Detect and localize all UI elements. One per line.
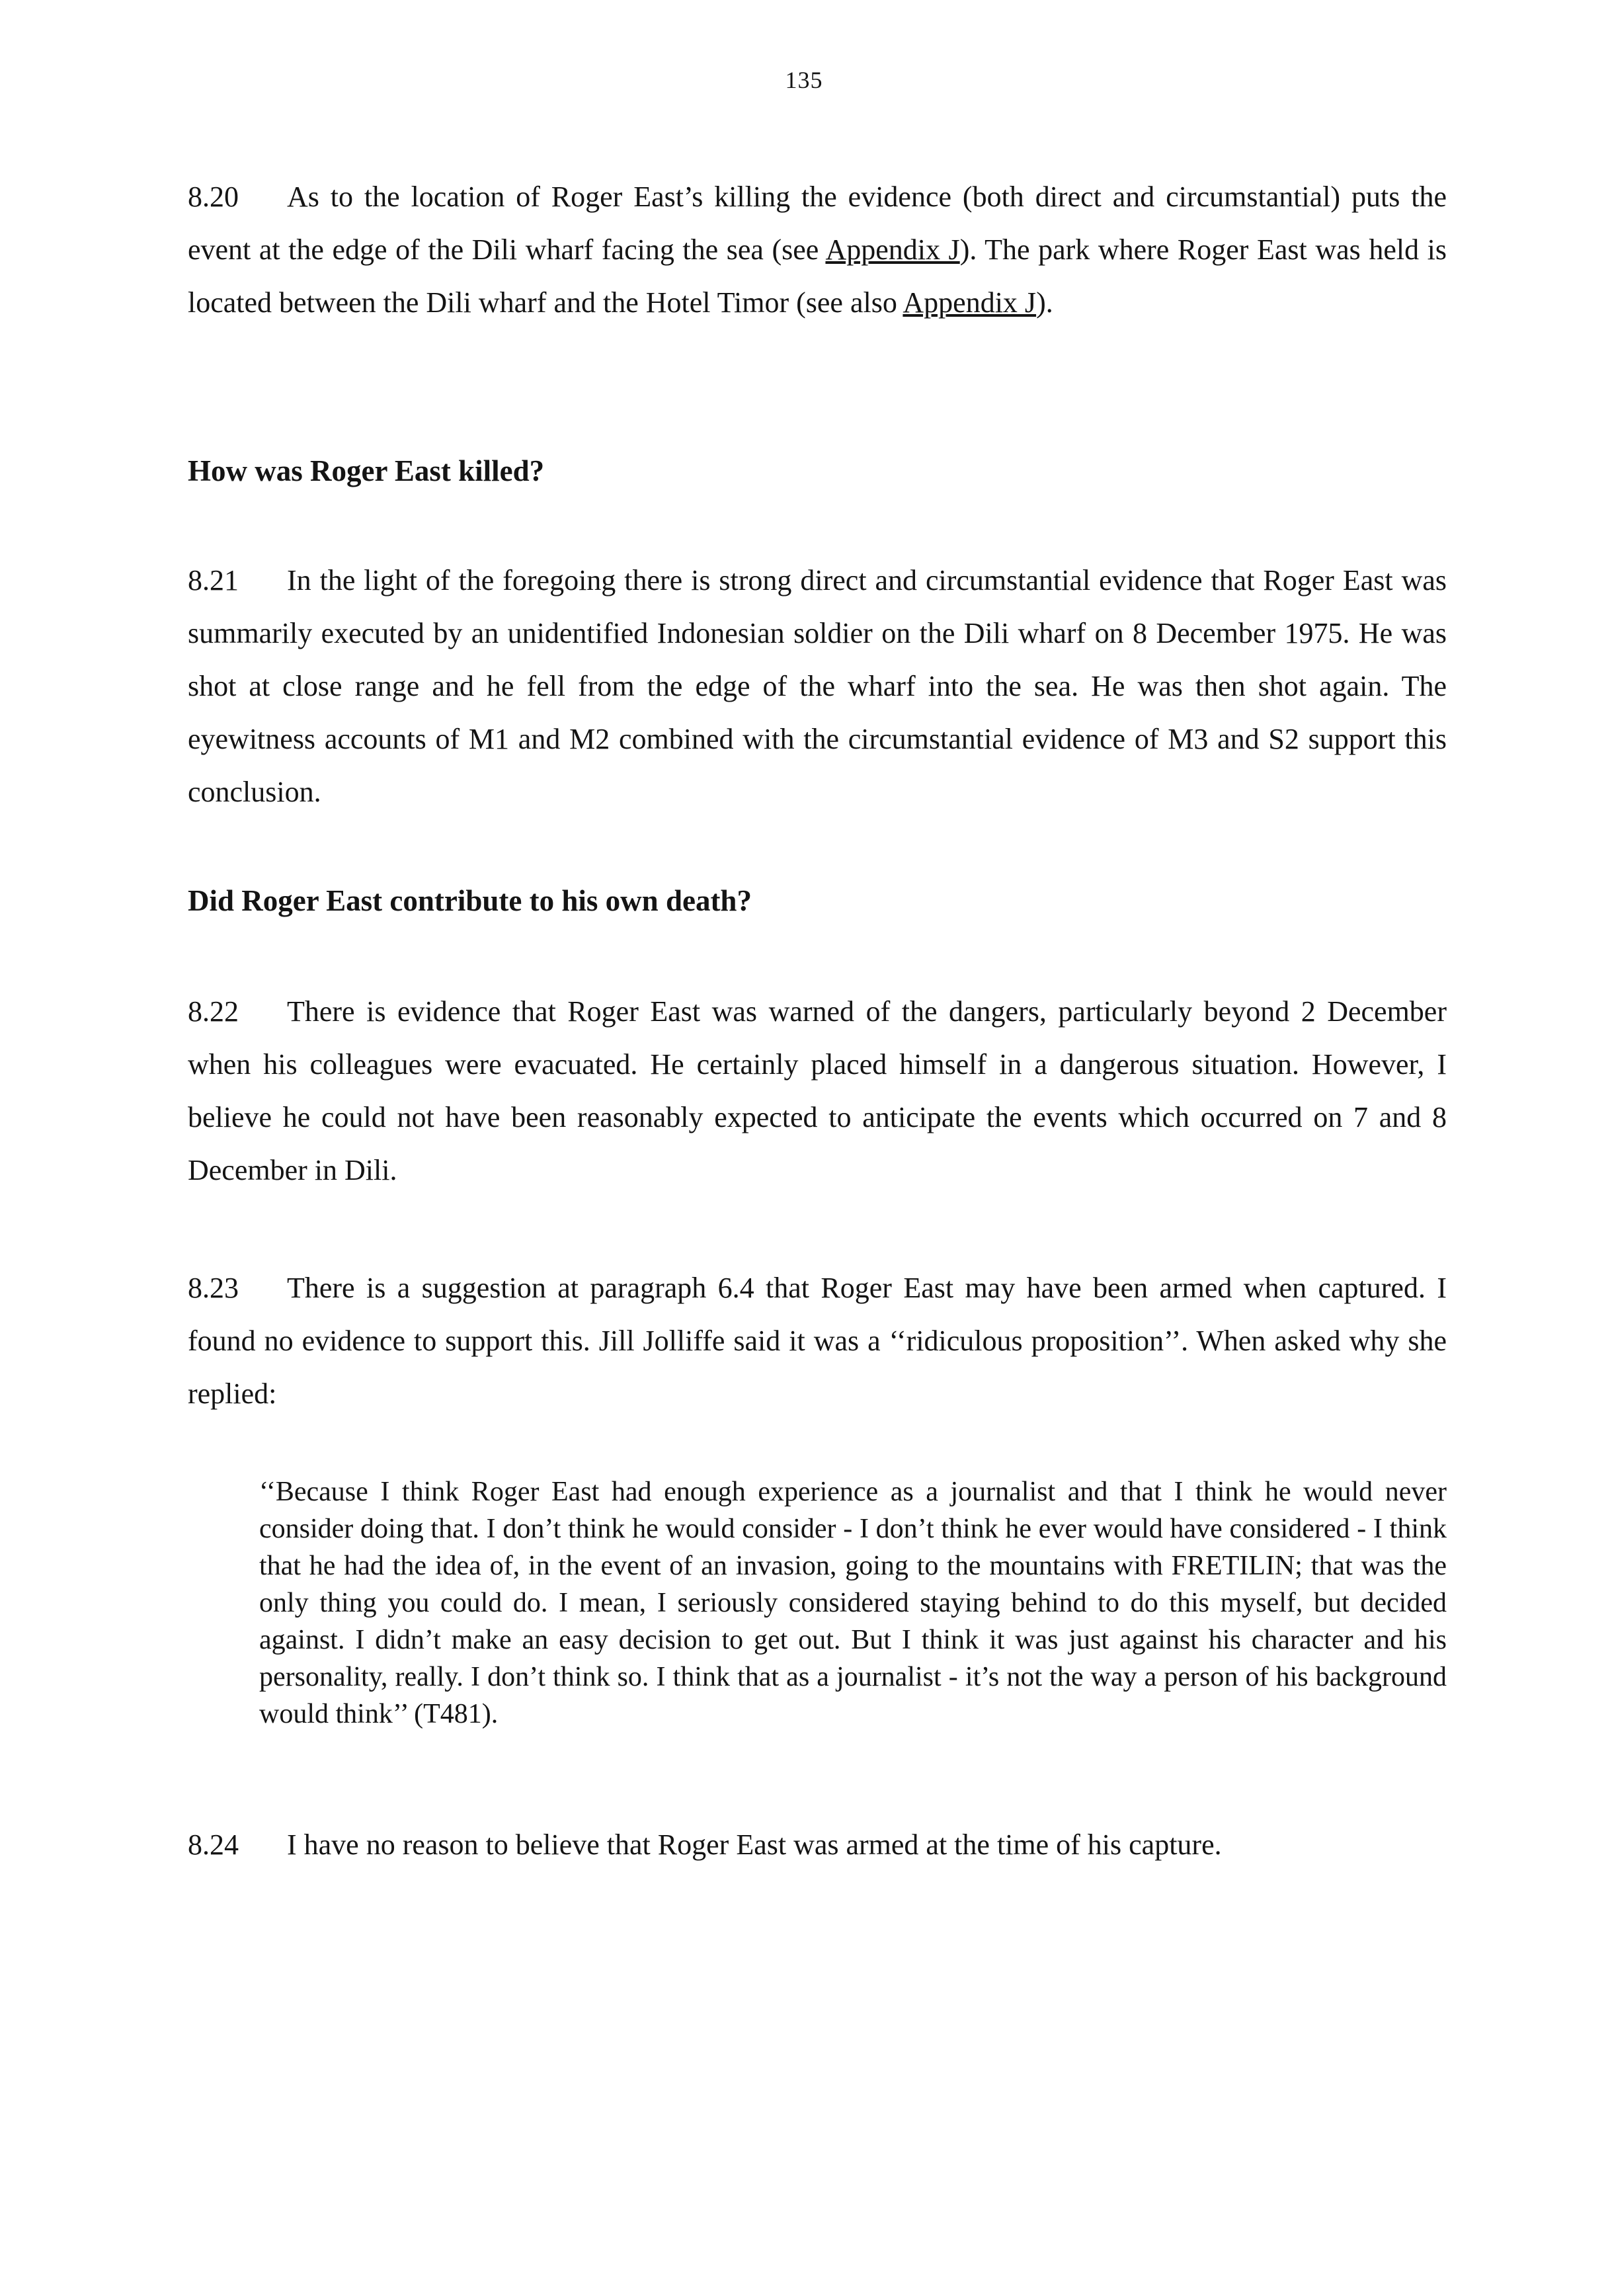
block-quote-testimony: ‘‘Because I think Roger East had enough experience as a journalist and that I think he would never consider doing that. I don’t think he would consider - I don’t think he ever would have considered - I think that he had the idea of, in the event of an invasion, going to the mountains with FRETILIN; that was the only thing you could do. I mean, I seriously considered staying behind to do this myself, but decided against. I didn’t make an easy decision to get out. But I think it was just against his character and his personality, really. I don’t think so. I think that as a journalist - it’s not the way a person of his background would think’’ (T481). xyxy=(259,1477,1447,1729)
paragraph-text: As to the location of Roger East’s killing the evidence (both direct and circumstantial) puts the event at the edge of the Dili wharf facing the sea (see xyxy=(188,181,1447,266)
paragraph-text: There is evidence that Roger East was warned of the dangers, particularly beyond 2 December when his colleagues were evacuated. He certainly placed himself in a dangerous situation. However, I believe he could not have been reasonably expected to anticipate the events which occurred on 7 and 8 December in Dili. xyxy=(188,995,1447,1186)
paragraph-text: In the light of the foregoing there is strong direct and circumstantial evidence that Roger East was summarily executed by an unidentified Indonesian soldier on the Dili wharf on 8 December 1975. He was shot at close range and he fell from the edge of the wharf into the sea. He was then shot again. The eyewitness accounts of M1 and M2 combined with the circumstantial evidence of M3 and S2 support this conclusion. xyxy=(188,564,1447,808)
paragraph-text: There is a suggestion at paragraph 6.4 that Roger East may have been armed when captured. I found no evidence to support this. Jill Jolliffe said it was a ‘‘ridiculous proposition’’. When asked why she replied: xyxy=(188,1272,1447,1410)
paragraph-text: ). The park where Roger East was held is located between the Dili wharf and the Hotel Timor (see also xyxy=(188,233,1447,319)
paragraph-text: ). xyxy=(1036,286,1053,319)
paragraph-8-21 xyxy=(188,554,1447,819)
paragraph-number: 8.23 xyxy=(188,1272,239,1304)
appendix-j-link[interactable]: Appendix J xyxy=(825,233,960,266)
appendix-j-link[interactable]: Appendix J xyxy=(903,286,1037,319)
paragraph-number: 8.24 xyxy=(188,1828,239,1861)
section-heading-contribute: Did Roger East contribute to his own death? xyxy=(188,884,752,917)
paragraph-number: 8.20 xyxy=(188,181,239,213)
page-number: 135 xyxy=(785,67,823,93)
paragraph-number: 8.21 xyxy=(188,564,239,596)
paragraph-8-22 xyxy=(188,985,1447,1197)
paragraph-8-24 xyxy=(188,1819,1447,1871)
section-heading-how-killed: How was Roger East killed? xyxy=(188,454,545,487)
paragraph-number: 8.22 xyxy=(188,995,239,1028)
paragraph-text: I have no reason to believe that Roger East was armed at the time of his capture. xyxy=(287,1828,1222,1861)
paragraph-8-23 xyxy=(188,1262,1447,1420)
paragraph-8-20 xyxy=(188,171,1447,329)
